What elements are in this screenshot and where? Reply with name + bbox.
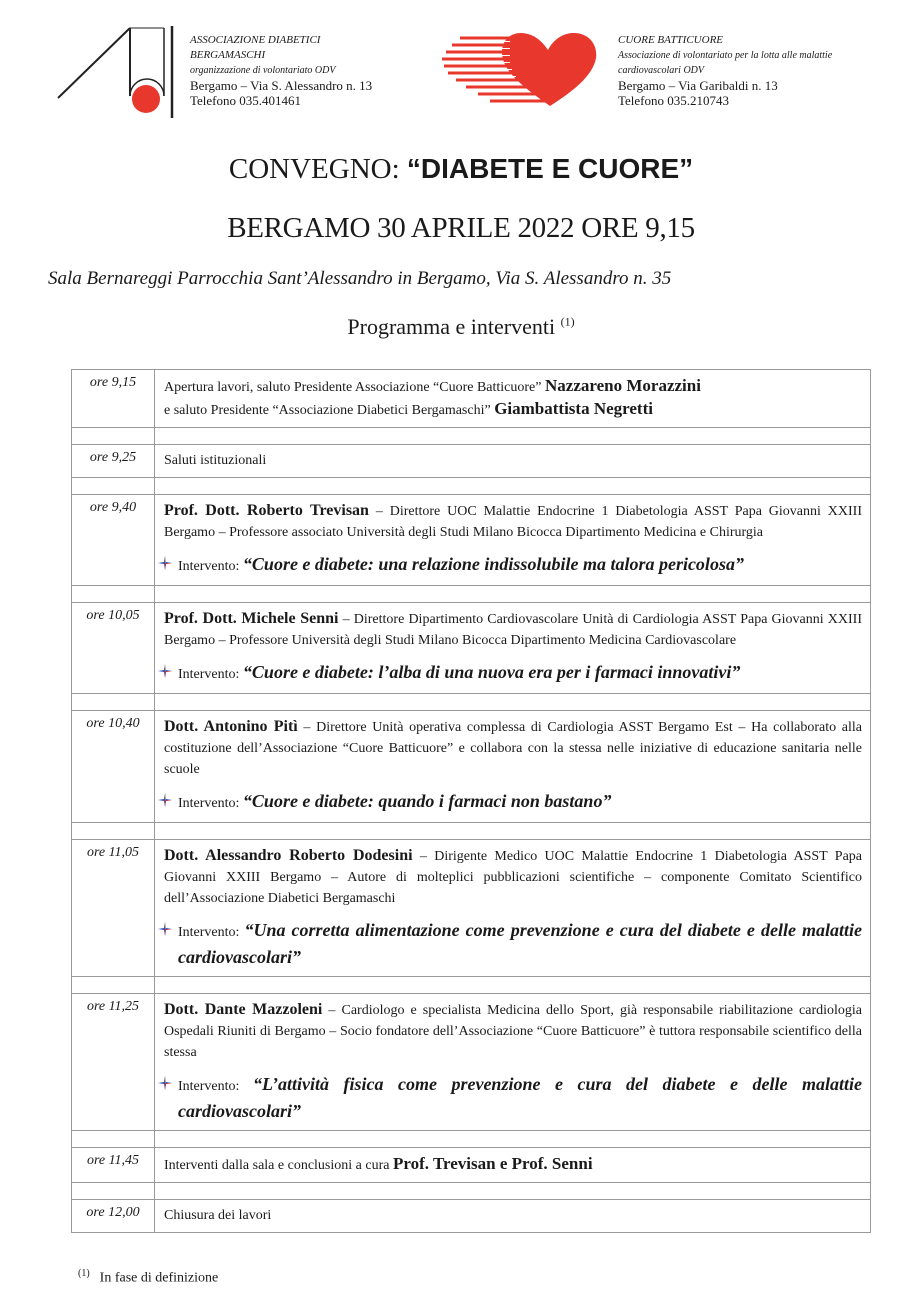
spacer-row xyxy=(72,1183,871,1200)
right-org-subtitle-2: cardiovascolari ODV xyxy=(618,65,705,76)
speaker-name: Dott. Antonino Pitì xyxy=(164,718,298,735)
desc-cell xyxy=(155,840,871,977)
president-name: Nazzareno Morazzini xyxy=(545,376,701,395)
right-org-phone: Telefono 035.210743 xyxy=(618,93,730,108)
president-name: Giambattista Negretti xyxy=(494,399,653,418)
talk-label: Intervento: xyxy=(178,667,243,682)
right-org-address: Bergamo – Via Garibaldi n. 13 xyxy=(618,78,778,93)
desc-cell xyxy=(155,495,871,586)
talk-title: “Cuore e diabete: una relazione indissolubile ma talora pericolosa” xyxy=(242,554,744,574)
table-row xyxy=(72,495,871,586)
desc-cell xyxy=(155,994,871,1131)
footnote xyxy=(78,1268,218,1287)
spacer-row xyxy=(72,428,871,445)
program-heading-text: Programma e interventi xyxy=(347,314,556,339)
talk-title: “L’attività fisica come prevenzione e cura del diabete e delle malattie cardiovascolari” xyxy=(178,1074,863,1121)
four-point-star-bullet-icon xyxy=(158,793,172,807)
desc-cell xyxy=(155,711,871,823)
program-heading xyxy=(0,314,922,340)
conclusion-names: Prof. Trevisan e Prof. Senni xyxy=(392,1154,593,1173)
speaker-bio: – Direttore Dipartimento Cardiovascolare Unità di Cardiologia ASST Papa Giovanni XXIII Bergamo – Professore Università degli Studi Milano Bicocca Dipartimento Medicina Cardiovascolare xyxy=(164,612,862,648)
talk-label: Intervento: xyxy=(178,796,243,811)
left-org-address: Bergamo – Via S. Alessandro n. 13 xyxy=(190,78,373,93)
spacer-row xyxy=(72,1131,871,1148)
title-prefix: CONVEGNO: xyxy=(228,153,407,185)
program-table xyxy=(71,369,871,1233)
table-row xyxy=(72,994,871,1131)
time-cell: ore 12,00 xyxy=(72,1200,155,1233)
desc-cell: Saluti istituzionali xyxy=(155,445,871,478)
four-point-star-bullet-icon xyxy=(158,1076,172,1090)
speaker-name: Prof. Dott. Roberto Trevisan xyxy=(164,502,369,519)
talk xyxy=(164,660,862,687)
desc-cell xyxy=(155,370,871,428)
left-org-info xyxy=(190,33,372,108)
left-org-subtitle: organizzazione di volontariato ODV xyxy=(190,65,336,76)
right-org-name: CUORE BATTICUORE xyxy=(618,34,724,46)
associazione-diabetici-logo xyxy=(52,24,182,120)
right-org-subtitle-1: Associazione di volontariato per la lotta alle malattie xyxy=(618,50,833,61)
left-org-name-1: ASSOCIAZIONE DIABETICI xyxy=(190,34,321,46)
speaker-name: Prof. Dott. Michele Senni xyxy=(164,610,339,627)
talk-label: Intervento: xyxy=(178,559,243,574)
four-point-star-bullet-icon xyxy=(158,556,172,570)
table-row xyxy=(72,603,871,694)
spacer-row xyxy=(72,694,871,711)
table-row xyxy=(72,445,871,478)
talk xyxy=(164,918,862,970)
conference-title xyxy=(0,153,922,186)
talk xyxy=(164,552,862,579)
talk-title: “Una corretta alimentazione come prevenzione e cura del diabete e delle malattie cardiovascolari” xyxy=(178,920,862,967)
time-cell: ore 9,40 xyxy=(72,495,155,586)
desc-cell xyxy=(155,1148,871,1183)
right-org-info xyxy=(618,33,832,108)
title-name: “DIABETE E CUORE” xyxy=(406,153,694,184)
desc-text: Interventi dalla sala e conclusioni a cura xyxy=(164,1158,393,1173)
program-note-ref: (1) xyxy=(560,314,575,329)
venue: Sala Bernareggi Parrocchia Sant’Alessandro in Bergamo, Via S. Alessandro n. 35 xyxy=(48,268,672,289)
talk-title: “Cuore e diabete: l’alba di una nuova era per i farmaci innovativi” xyxy=(242,662,741,682)
speaker-bio: – Dirigente Medico UOC Malattie Endocrine 1 Diabetologia ASST Papa Giovanni XXIII Bergamo – Autore di molteplici pubblicazioni scientifiche – componente Comitato Scientifico dell’Associazione Diabetici Bergamaschi xyxy=(164,849,863,906)
speaker-bio: – Direttore UOC Malattie Endocrine 1 Diabetologia ASST Papa Giovanni XXIII Bergamo – Professore associato Università degli Studi Milano Bicocca Dipartimento Medicina e Chirurgia xyxy=(164,504,862,540)
talk xyxy=(164,1072,862,1124)
four-point-star-bullet-icon xyxy=(158,664,172,678)
table-row xyxy=(72,711,871,823)
spacer-row xyxy=(72,977,871,994)
desc-text: e saluto Presidente “Associazione Diabetici Bergamaschi” xyxy=(164,403,495,418)
date-line: BERGAMO 30 APRILE 2022 ORE 9,15 xyxy=(227,212,695,244)
time-cell: ore 11,05 xyxy=(72,840,155,977)
talk-title: “Cuore e diabete: quando i farmaci non bastano” xyxy=(242,791,612,811)
desc-cell xyxy=(155,603,871,694)
table-row xyxy=(72,370,871,428)
spacer-row xyxy=(72,823,871,840)
talk-label: Intervento: xyxy=(178,925,245,940)
time-cell: ore 10,40 xyxy=(72,711,155,823)
speaker-bio: – Cardiologo e specialista Medicina dello Sport, già responsabile riabilitazione cardiologia Ospedali Riuniti di Bergamo – Socio fondatore dell’Associazione “Cuore Batticuore” è tuttora responsabile scientifico della stessa xyxy=(164,1003,862,1060)
desc-cell: Chiusura dei lavori xyxy=(155,1200,871,1233)
table-row xyxy=(72,840,871,977)
footnote-ref: (1) xyxy=(78,1268,90,1279)
spacer-row xyxy=(72,586,871,603)
speaker-bio: – Direttore Unità operativa complessa di Cardiologia ASST Bergamo Est – Ha collaborato alla costituzione dell’Associazione “Cuore Batticuore” e collabora con la stessa nelle iniziative di educazione sanitaria nelle scuole xyxy=(164,720,862,777)
talk-label: Intervento: xyxy=(178,1079,253,1094)
four-point-star-bullet-icon xyxy=(158,922,172,936)
time-cell: ore 9,25 xyxy=(72,445,155,478)
spacer-row xyxy=(72,478,871,495)
speaker-name: Dott. Alessandro Roberto Dodesini xyxy=(164,847,413,864)
footnote-text: In fase di definizione xyxy=(99,1270,219,1286)
table-row xyxy=(72,1200,871,1233)
desc-text: Apertura lavori, saluto Presidente Associazione “Cuore Batticuore” xyxy=(164,380,545,395)
left-org-name-2: BERGAMASCHI xyxy=(190,49,266,61)
table-row xyxy=(72,1148,871,1183)
time-cell: ore 10,05 xyxy=(72,603,155,694)
time-cell: ore 11,25 xyxy=(72,994,155,1131)
left-org-phone: Telefono 035.401461 xyxy=(190,93,302,108)
time-cell: ore 11,45 xyxy=(72,1148,155,1183)
speaker-name: Dott. Dante Mazzoleni xyxy=(164,1001,323,1018)
cuore-batticuore-logo xyxy=(440,30,600,108)
time-cell: ore 9,15 xyxy=(72,370,155,428)
talk xyxy=(164,789,862,816)
